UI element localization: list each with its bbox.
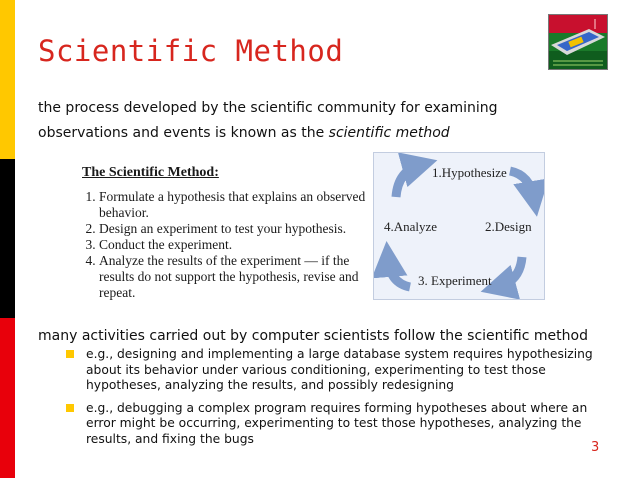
step-analyze: 4.Analyze	[384, 219, 438, 234]
cycle-arrow-top-right	[510, 171, 534, 199]
bullet-item	[66, 401, 606, 448]
section-heading: many activities carried out by computer scientists follow the scientific method	[38, 328, 588, 344]
slide-title: Scientific Method	[38, 34, 344, 68]
cycle-arrow-top-left	[396, 165, 420, 197]
method-cycle-diagram	[373, 152, 545, 300]
side-bar-yellow	[0, 0, 15, 159]
side-bar-black	[0, 159, 15, 318]
intro-text	[38, 96, 558, 146]
intro-text-part1: the process developed by the scientific community for examining observations and events is known as the	[38, 100, 498, 141]
step-hypothesize: 1.Hypothesize	[432, 165, 507, 180]
bullet-item	[66, 347, 606, 394]
method-step: 2. Design an experiment to test your hypothesis.	[99, 221, 372, 237]
page-number: 3	[591, 440, 600, 455]
scientific-method-steps	[82, 165, 372, 301]
bullet-square-icon	[66, 350, 74, 358]
method-step: 3. Conduct the experiment.	[99, 237, 372, 253]
cycle-arrow-bottom-left	[388, 259, 410, 287]
method-step: 1. Formulate a hypothesis that explains an observed behavior.	[99, 189, 372, 221]
step-design: 2.Design	[485, 219, 532, 234]
cycle-arrow-bottom-right	[498, 257, 522, 287]
bullet-text: e.g., designing and implementing a large database system requires hypothesizing about its behavior under various conditioning, experimenting to test those hypotheses, analyzing the results, and possibly redesigning	[86, 347, 593, 392]
method-list-title: The Scientific Method:	[82, 165, 219, 180]
bullet-square-icon	[66, 404, 74, 412]
computer-chip-image	[548, 14, 608, 70]
method-steps-list	[82, 189, 372, 301]
method-step: 4. Analyze the results of the experiment — if the results do not support the hypothesis, revise and repeat.	[99, 253, 372, 301]
bullet-list	[66, 347, 606, 454]
bullet-text: e.g., debugging a complex program requires forming hypotheses about where an error might be occurring, experimenting to test those hypotheses, analyzing the results, and fixing the bugs	[86, 400, 588, 446]
intro-emphasis: scientific method	[328, 125, 450, 141]
side-bar-red	[0, 318, 15, 478]
step-experiment: 3. Experiment	[418, 273, 492, 288]
